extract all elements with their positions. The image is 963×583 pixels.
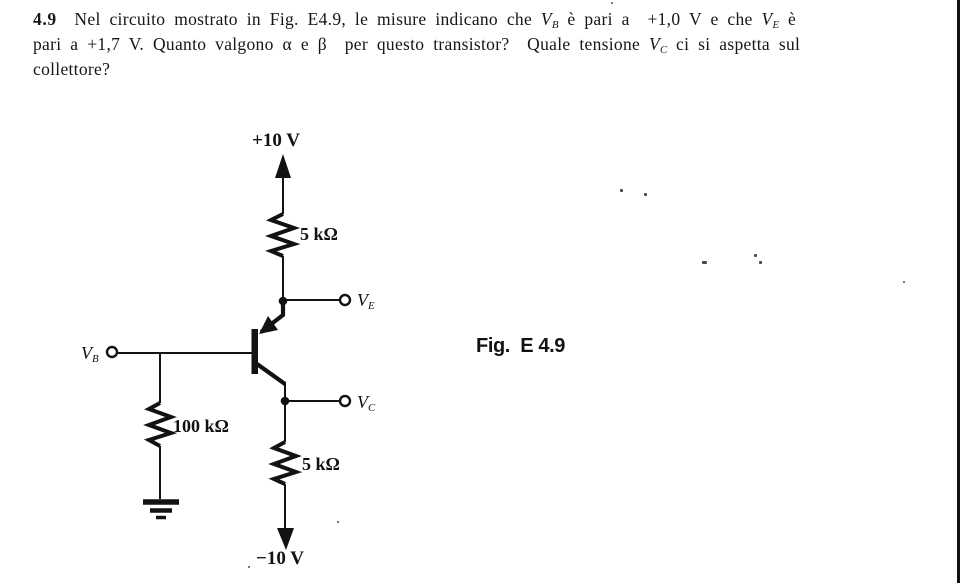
scan-artifact	[620, 189, 623, 192]
terminal-vb-v: V	[81, 343, 92, 363]
terminal-ve-v: V	[357, 290, 368, 310]
resistor-emitter-zigzag	[271, 214, 294, 256]
problem-text-segment: Nel circuito mostrato in Fig. E4.9, le misure indicano che	[56, 9, 541, 29]
terminal-vc-subscript: C	[368, 402, 376, 415]
terminal-vb-subscript: B	[92, 353, 99, 366]
terminal-circle-ve	[340, 295, 350, 305]
resistor-base-label: 100 kΩ	[173, 416, 229, 436]
scan-artifact	[611, 2, 613, 4]
ground-symbol	[143, 502, 179, 518]
terminal-circle-vc	[340, 396, 350, 406]
supply-bottom-label: −10 V	[256, 548, 304, 569]
terminal-ve-label	[357, 290, 375, 311]
resistor-base-zigzag	[149, 403, 171, 446]
resistor-collector-label: 5 kΩ	[302, 454, 340, 474]
arrow-down-minus10-icon	[277, 528, 294, 550]
problem-text-segment: è	[779, 9, 797, 29]
terminal-circle-vb	[107, 347, 117, 357]
node-dot-emitter	[279, 297, 288, 306]
page-edge-line	[957, 0, 960, 583]
scan-artifact	[903, 281, 905, 283]
problem-text-segment: è pari a +1,0 V e che	[558, 9, 762, 29]
symbol-vb-subscript: B	[551, 19, 559, 32]
scan-artifact	[754, 254, 757, 257]
scan-artifact	[702, 261, 707, 264]
symbol-ve-subscript: E	[772, 19, 780, 32]
transistor-base-bar	[252, 329, 259, 374]
supply-top-label: +10 V	[252, 130, 300, 151]
arrow-up-plus10-icon	[275, 154, 291, 178]
scan-artifact	[248, 566, 250, 568]
symbol-vc: V	[648, 34, 660, 54]
terminal-vc-label	[357, 392, 375, 413]
resistor-emitter-label: 5 kΩ	[300, 224, 338, 244]
problem-text-segment: pari a +1,7 V. Quanto valgono α e β per questo transistor? Quale tensione	[33, 34, 649, 54]
node-dot-collector	[281, 397, 290, 406]
scan-artifact	[644, 193, 647, 196]
terminal-vc-v: V	[357, 392, 368, 412]
problem-line-3: collettore?	[33, 59, 111, 79]
symbol-vc-subscript: C	[659, 44, 668, 57]
terminal-vb-label	[81, 343, 99, 364]
scan-artifact	[337, 521, 339, 523]
transistor-collector-lead	[257, 364, 285, 384]
problem-text-segment: ci si aspetta sul	[667, 34, 801, 54]
symbol-ve: V	[761, 9, 773, 29]
symbol-vb: V	[540, 9, 552, 29]
terminal-ve-subscript: E	[368, 300, 375, 313]
resistor-collector-zigzag	[274, 442, 296, 484]
figure-caption: Fig. E 4.9	[476, 335, 565, 357]
scan-artifact	[759, 261, 762, 264]
problem-number: 4.9	[33, 9, 57, 29]
